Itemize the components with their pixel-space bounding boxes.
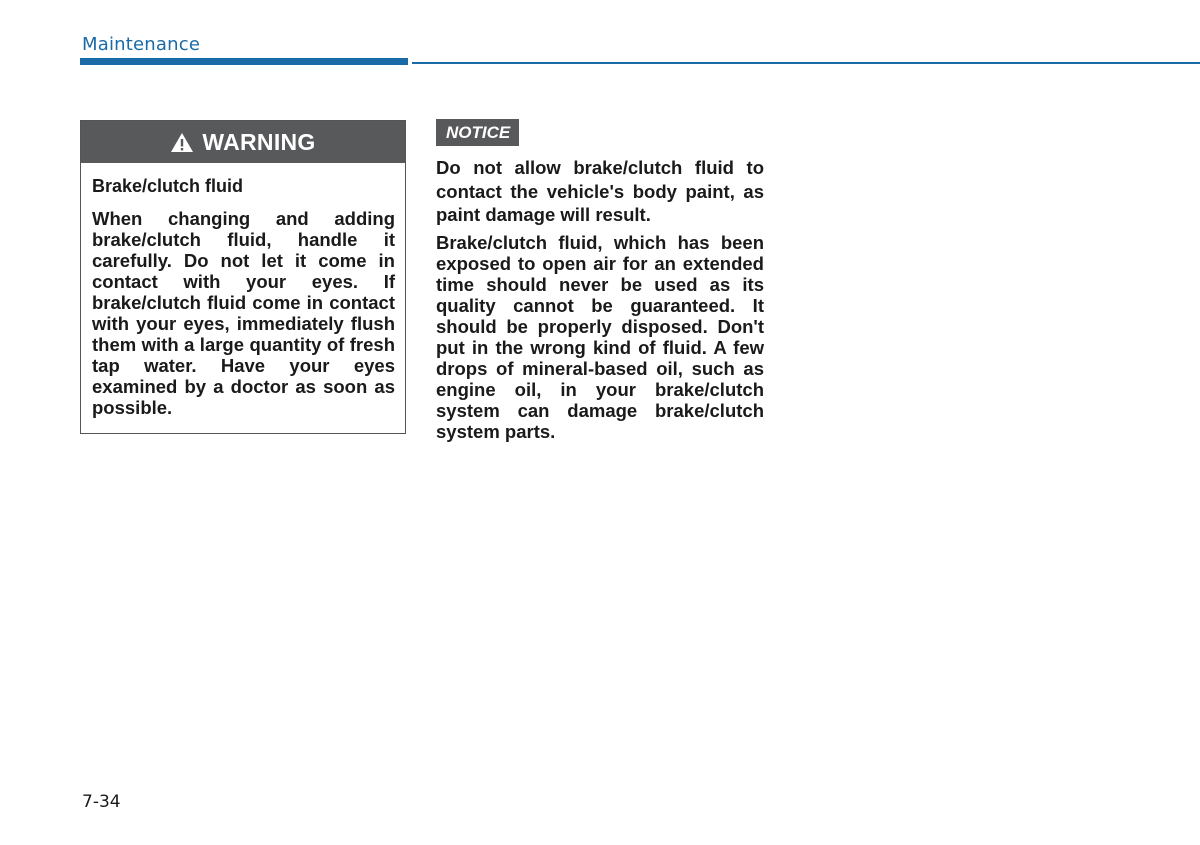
header-rule-thick <box>80 58 408 65</box>
warning-subtitle: Brake/clutch fluid <box>92 176 244 196</box>
warning-text: When changing and adding brake/clutch fluid, handle it carefully. Do not let it come in contact with your eyes. If brake/clutch fluid come in contact with your eyes, immediately flush them with a large quantity of fresh tap water. Have your eyes examined by a doctor as soon as possible. <box>92 208 395 418</box>
section-title: Maintenance <box>82 34 201 55</box>
warning-body <box>81 163 405 418</box>
notice-badge: NOTICE <box>436 119 519 146</box>
notice-column <box>436 119 764 442</box>
page-number: 7-34 <box>82 792 121 812</box>
header-rule-thin <box>412 62 1200 64</box>
notice-paragraph-2: Brake/clutch fluid, which has been exposed to open air for an extended time should never be used as its quality cannot be guaranteed. It should be properly disposed. Don't put in the wrong kind of fluid. A few drops of mineral-based oil, such as engine oil, in your brake/clutch system can damage brake/clutch system parts. <box>436 231 764 442</box>
warning-header <box>81 121 405 163</box>
notice-paragraph-1: Do not allow brake/clutch fluid to contact the vehicle's body paint, as paint damage will result. <box>436 157 764 225</box>
warning-triangle-icon <box>170 132 194 153</box>
warning-box <box>80 120 406 434</box>
warning-title: WARNING <box>202 128 316 155</box>
